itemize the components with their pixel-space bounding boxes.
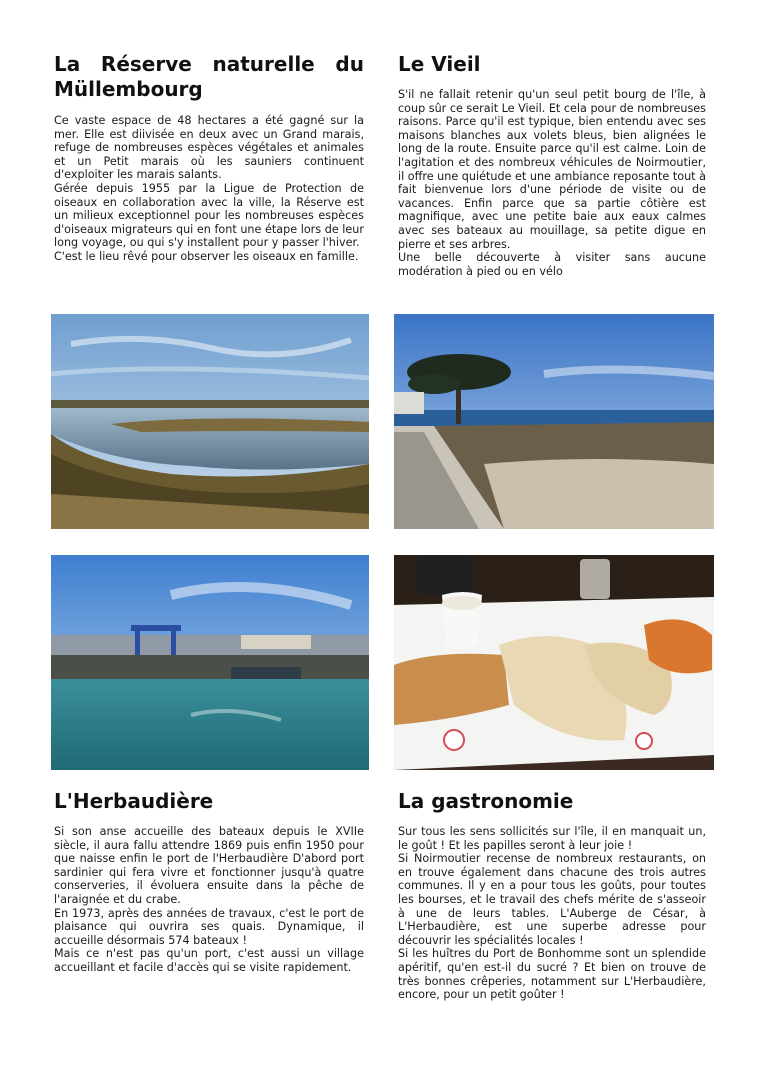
paragraph: Une belle découverte à visiter sans aucune modération à pied ou en vélo (398, 251, 706, 278)
paragraph: Ce vaste espace de 48 hectares a été gagné sur la mer. Elle est diivisée en deux avec un Grand marais, refuge de nombreuses espèces végétales et animales et un Petit marais où les sauniers continuent d'exploiter les marais salants. (54, 114, 364, 182)
paragraph: Mais ce n'est pas qu'un port, c'est aussi un village accueillant et facile d'accès qui se visite rapidement. (54, 947, 364, 974)
section-title: La gastronomie (398, 789, 574, 813)
paragraph: Gérée depuis 1955 par la Ligue de Protection de oiseaux en collaboration avec la ville, la Réserve est un milieux exceptionnel pour les nombreuses espèces d'oiseaux migrateurs qui en font une étape lors de leur long voyage, ou qui s'y installent pour y passer l'hiver. (54, 181, 364, 250)
section-body (398, 88, 706, 278)
fish-dish-plate-icon (394, 555, 714, 770)
paragraph: Si les huîtres du Port de Bonhomme sont un splendide apéritif, qu'en est-il du sucré ? Et bien on trouve de très bonnes crêperies, notamment sur L'Herbaudière, encore, pour un petit goûter ! (398, 947, 706, 1002)
coastal-tree-beach-icon (394, 314, 714, 529)
harbor-boats-icon (51, 555, 369, 770)
paragraph: Si Noirmoutier recense de nombreux restaurants, on en trouve également dans chacune des trois autres communes. Il y en a pour tous les goûts, pour toutes les bourses, et le travail des chefs mérite de s'asseoir à une de leurs tables. L'Auberge de César, à L'Herbaudière, est une superbe adresse pour découvrir les spécialités locales ! (398, 852, 706, 947)
paragraph: En 1973, après des années de travaux, c'est le port de plaisance qui ouvrira ses quais. Dynamique, il accueille désormais 574 bateaux ! (54, 906, 364, 947)
paragraph: C'est le lieu rêvé pour observer les oiseaux en famille. (54, 249, 359, 263)
paragraph: Sur tous les sens sollicités sur l'île, il en manquait un, le goût ! Et les papilles seront à leur joie ! (398, 825, 706, 852)
marsh-landscape-icon (51, 314, 369, 529)
section-body (398, 825, 706, 1002)
photo-gastronomie (394, 555, 714, 770)
section-mullembourg (54, 52, 364, 264)
section-gastronomie (398, 789, 706, 1002)
section-herbaudiere (54, 789, 364, 975)
photo-marsh (51, 314, 369, 529)
photo-herbaudiere (51, 555, 369, 770)
paragraph: Si son anse accueille des bateaux depuis le XVIIe siècle, il aura fallu attendre 1869 puis enfin 1950 pour que naisse enfin le port de l'Herbaudière D'abord port sardinier qui fera vivre et fonctionner jusqu'à quatre conserveries, il évoluera ensuite dans la pêche de l'araignée et du crabe. (54, 825, 364, 906)
section-le-vieil (398, 52, 706, 278)
photo-le-vieil (394, 314, 714, 529)
section-body (54, 114, 364, 264)
section-title: L'Herbaudière (54, 789, 214, 813)
section-body (54, 825, 364, 975)
section-title: Le Vieil (398, 52, 481, 76)
paragraph: S'il ne fallait retenir qu'un seul petit bourg de l'île, à coup sûr ce serait Le Vieil. Et cela pour de nombreuses raisons. Parce qu'il est typique, bien entendu avec ses maisons blanches aux volets bleus, bien alignées le long de la route. Ensuite parce qu'il est calme. Loin de l'agitation et des nombreux véhicules de Noirmoutier, il offre une quiétude et une ambiance reposante tout à fait bienvenue lors d'une période de visite ou de vacances. Enfin parce que sa partie côtière est magnifique, avec une petite baie aux eaux calmes avec ses bateaux au mouillage, sa petite digue en pierre et ses arbres. (398, 88, 706, 251)
section-title: La Réserve naturelle du Müllembourg (54, 52, 364, 101)
